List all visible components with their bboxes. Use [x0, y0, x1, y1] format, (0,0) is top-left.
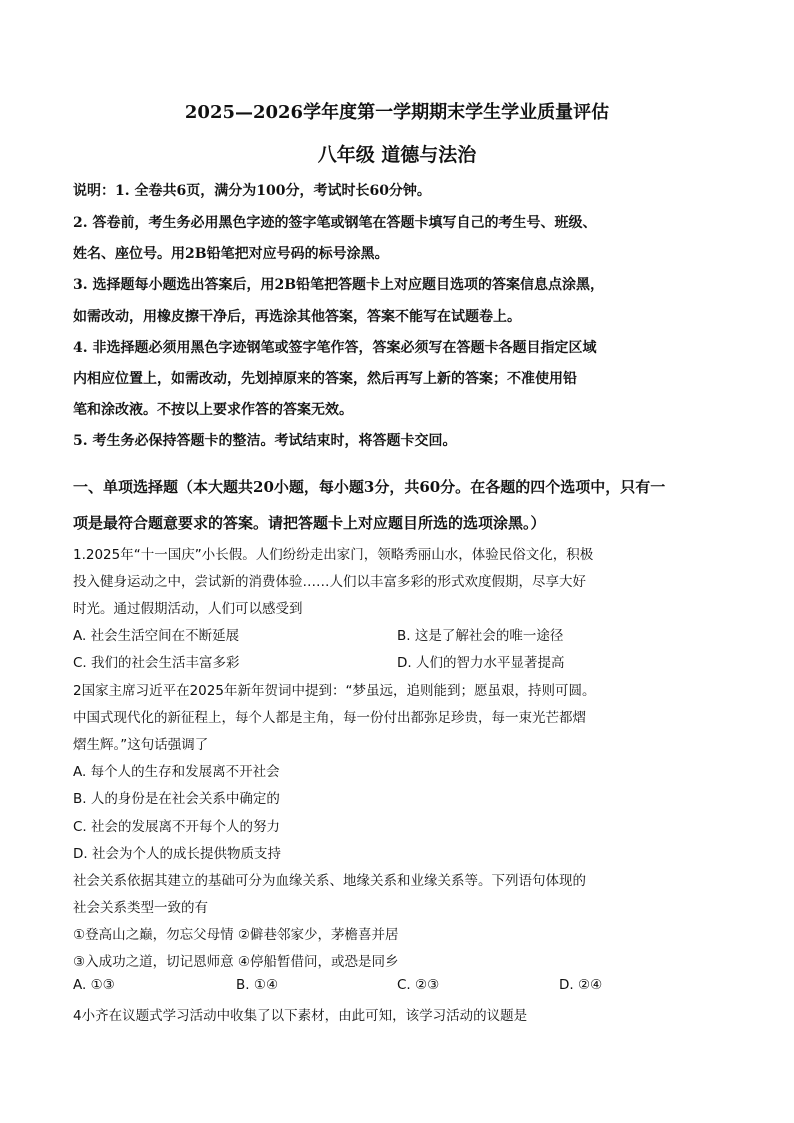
question-stem-line: 投入健身运动之中，尝试新的消费体验……人们以丰富多彩的形式欢度假期，尽享大好 — [73, 574, 586, 590]
question-stem-line: 时光。通过假期活动，人们可以感受到 — [73, 601, 303, 617]
instruction-line: 2. 答卷前，考生务必用黑色字迹的签字笔或钢笔在答题卡填写自己的考生号、班级、 — [73, 215, 597, 231]
question-stem-line: 2国家主席习近平在2025年新年贺词中提到：“梦虽远，追则能到；愿虽艰，持则可圆。 — [73, 683, 596, 699]
option-a: A. 社会生活空间在不断延展 — [73, 628, 240, 644]
instruction-line: 5. 考生务必保持答题卡的整洁。考试结束时，将答题卡交回。 — [73, 433, 457, 449]
option-a: A. ①③ — [73, 977, 115, 993]
instruction-line: 4. 非选择题必须用黑色字迹钢笔或签字笔作答，答案必须写在答题卡各题目指定区域 — [73, 340, 597, 356]
exam-title: 2025—2026学年度第一学期期末学生学业质量评估 — [184, 102, 610, 123]
instruction-line: 说明：1. 全卷共6页，满分为100分，考试时长60分钟。 — [73, 183, 431, 199]
option-d: D. ②④ — [559, 977, 603, 993]
question-stem-line: 社会关系类型一致的有 — [73, 900, 208, 916]
statement-line: ①登高山之巅，勿忘父母情 ②僻巷邻家少，茅檐喜并居 — [73, 927, 399, 943]
question-stem-line: 中国式现代化的新征程上，每个人都是主角，每一份付出都弥足珍贵，每一束光芒都熠 — [73, 710, 586, 726]
section-heading-line: 一、单项选择题（本大题共20小题，每小题3分，共60分。在各题的四个选项中，只有一 — [73, 478, 666, 496]
question-stem-line: 熠生辉。”这句话强调了 — [73, 737, 209, 753]
instruction-line: 3. 选择题每小题选出答案后，用2B铅笔把答题卡上对应题目选项的答案信息点涂黑， — [73, 277, 605, 293]
option-b: B. 人的身份是在社会关系中确定的 — [73, 791, 280, 807]
option-d: D. 社会为个人的成长提供物质支持 — [73, 846, 281, 862]
option-c: C. ②③ — [397, 977, 440, 993]
question-stem-line: 1.2025年“十一国庆”小长假。人们纷纷走出家门，领略秀丽山水，体验民俗文化，积极 — [73, 547, 594, 563]
option-b: B. 这是了解社会的唯一途径 — [397, 628, 564, 644]
instruction-line: 如需改动，用橡皮擦干净后，再选涂其他答案，答案不能写在试题卷上。 — [73, 309, 521, 325]
question-stem-line: 4小齐在议题式学习活动中收集了以下素材，由此可知，该学习活动的议题是 — [73, 1008, 528, 1024]
option-d: D. 人们的智力水平显著提高 — [397, 655, 565, 671]
instruction-line: 内相应位置上，如需改动，先划掉原来的答案，然后再写上新的答案；不准使用铅 — [73, 371, 577, 387]
option-c: C. 社会的发展离不开每个人的努力 — [73, 819, 281, 835]
question-stem-line: 社会关系依据其建立的基础可分为血缘关系、地缘关系和业缘关系等。下列语句体现的 — [73, 873, 586, 889]
option-c: C. 我们的社会生活丰富多彩 — [73, 655, 240, 671]
statement-line: ③入成功之道，切记恩师意 ④停船暂借问，或恐是同乡 — [73, 954, 399, 970]
exam-subtitle: 八年级 道德与法治 — [317, 144, 477, 166]
option-b: B. ①④ — [236, 977, 279, 993]
instruction-line: 姓名、座位号。用2B铅笔把对应号码的标号涂黑。 — [73, 246, 389, 262]
section-heading-line: 项是最符合题意要求的答案。请把答题卡上对应题目所选的选项涂黑。） — [73, 514, 546, 532]
option-a: A. 每个人的生存和发展离不开社会 — [73, 764, 280, 780]
instruction-line: 笔和涂改液。不按以上要求作答的答案无效。 — [73, 402, 353, 418]
